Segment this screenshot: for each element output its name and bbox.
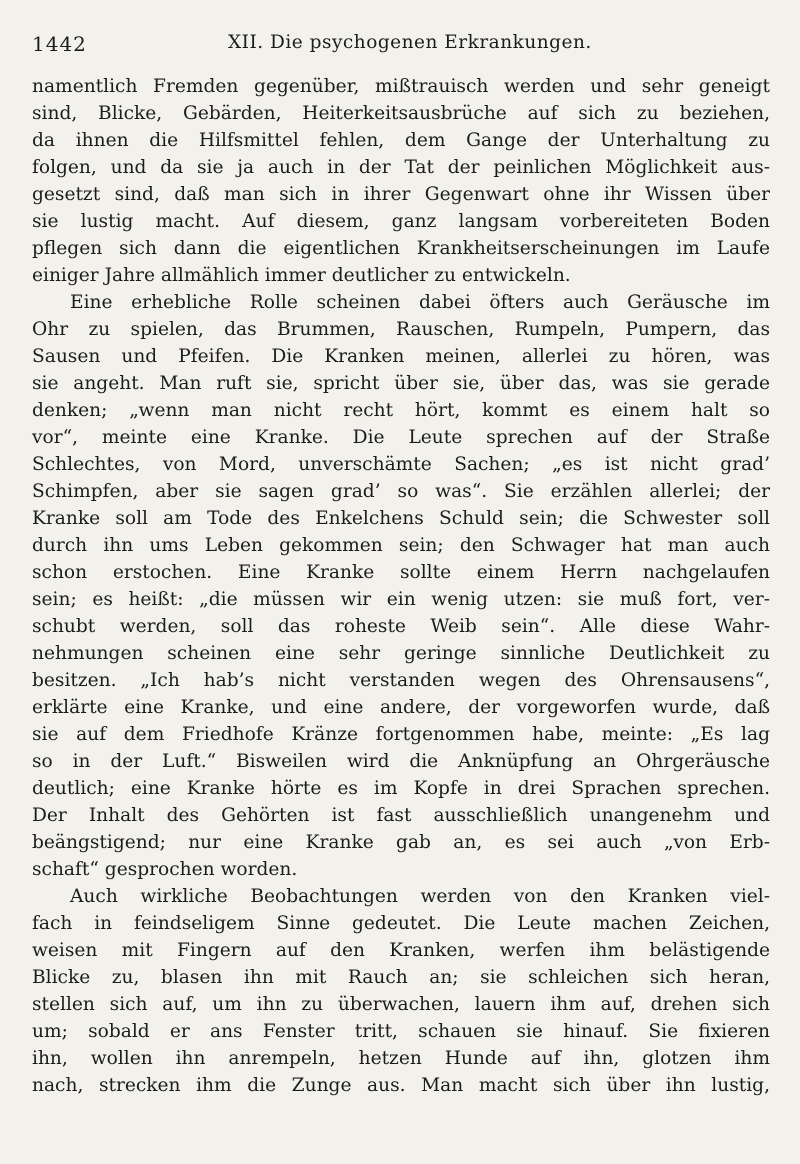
- text-line: da ihnen die Hilfsmittel fehlen, dem Gange der Unterhaltung zu: [32, 130, 770, 151]
- running-title: XII. Die psychogenen Erkrankungen.: [228, 32, 592, 53]
- text-line: nehmungen scheinen eine sehr geringe sinnliche Deutlichkeit zu: [32, 643, 770, 664]
- text-line: schaft“ gesprochen worden.: [32, 859, 298, 880]
- paragraph: [32, 883, 770, 1099]
- text-line: Ohr zu spielen, das Brummen, Rauschen, Rumpeln, Pumpern, das: [32, 319, 770, 340]
- text-line: beängstigend; nur eine Kranke gab an, es sei auch „von Erb-: [32, 832, 770, 853]
- text-line: fach in feindseligem Sinne gedeutet. Die Leute machen Zeichen,: [32, 913, 770, 934]
- text-line: erklärte eine Kranke, und eine andere, der vorgeworfen wurde, daß: [32, 697, 770, 718]
- text-line: namentlich Fremden gegenüber, mißtrauisch werden und sehr geneigt: [32, 76, 770, 97]
- text-line: denken; „wenn man nicht recht hört, kommt es einem halt so: [32, 400, 770, 421]
- text-line: sein; es heißt: „die müssen wir ein wenig utzen: sie muß fort, ver-: [32, 589, 770, 610]
- text-line: Der Inhalt des Gehörten ist fast ausschließlich unangenehm und: [32, 805, 770, 826]
- page-header: [0, 30, 800, 60]
- text-line: Schlechtes, von Mord, unverschämte Sachen; „es ist nicht grad’: [32, 454, 770, 475]
- text-line: weisen mit Fingern auf den Kranken, werfen ihm belästigende: [32, 940, 770, 961]
- text-line: stellen sich auf, um ihn zu überwachen, lauern ihm auf, drehen sich: [32, 994, 770, 1015]
- text-line: Schimpfen, aber sie sagen grad’ so was“. Sie erzählen allerlei; der: [32, 481, 770, 502]
- text-line: gesetzt sind, daß man sich in ihrer Gegenwart ohne ihr Wissen über: [32, 184, 770, 205]
- paragraph: [32, 289, 770, 883]
- text-line: Eine erhebliche Rolle scheinen dabei öfters auch Geräusche im: [70, 292, 770, 313]
- text-line: Kranke soll am Tode des Enkelchens Schuld sein; die Schwester soll: [32, 508, 770, 529]
- text-line: schon erstochen. Eine Kranke sollte einem Herrn nachgelaufen: [32, 562, 770, 583]
- text-line: Blicke zu, blasen ihn mit Rauch an; sie schleichen sich heran,: [32, 967, 770, 988]
- text-line: besitzen. „Ich hab’s nicht verstanden wegen des Ohrensausens“,: [32, 670, 770, 691]
- text-line: pflegen sich dann die eigentlichen Krankheitserscheinungen im Laufe: [32, 238, 770, 259]
- text-line: sind, Blicke, Gebärden, Heiterkeitsausbrüche auf sich zu beziehen,: [32, 103, 770, 124]
- text-line: deutlich; eine Kranke hörte es im Kopfe in drei Sprachen sprechen.: [32, 778, 770, 799]
- text-line: um; sobald er ans Fenster tritt, schauen sie hinauf. Sie fixieren: [32, 1021, 770, 1042]
- page-number: 1442: [32, 32, 87, 56]
- text-line: sie auf dem Friedhofe Kränze fortgenommen habe, meinte: „Es lag: [32, 724, 770, 745]
- text-line: Auch wirkliche Beobachtungen werden von den Kranken viel-: [70, 886, 770, 907]
- text-line: nach, strecken ihm die Zunge aus. Man macht sich über ihn lustig,: [32, 1075, 770, 1096]
- text-line: Sausen und Pfeifen. Die Kranken meinen, allerlei zu hören, was: [32, 346, 770, 367]
- text-line: schubt werden, soll das roheste Weib sein“. Alle diese Wahr-: [32, 616, 770, 637]
- text-line: sie lustig macht. Auf diesem, ganz langsam vorbereiteten Boden: [32, 211, 770, 232]
- text-line: folgen, und da sie ja auch in der Tat der peinlichen Möglichkeit aus-: [32, 157, 770, 178]
- text-line: so in der Luft.“ Bisweilen wird die Anknüpfung an Ohrgeräusche: [32, 751, 770, 772]
- text-line: vor“, meinte eine Kranke. Die Leute sprechen auf der Straße: [32, 427, 770, 448]
- text-line: einiger Jahre allmählich immer deutlicher zu entwickeln.: [32, 265, 571, 286]
- body-text: [32, 73, 770, 1099]
- text-line: ihn, wollen ihn anrempeln, hetzen Hunde auf ihn, glotzen ihm: [32, 1048, 770, 1069]
- text-line: sie angeht. Man ruft sie, spricht über sie, über das, was sie gerade: [32, 373, 770, 394]
- text-line: durch ihn ums Leben gekommen sein; den Schwager hat man auch: [32, 535, 770, 556]
- paragraph: [32, 73, 770, 289]
